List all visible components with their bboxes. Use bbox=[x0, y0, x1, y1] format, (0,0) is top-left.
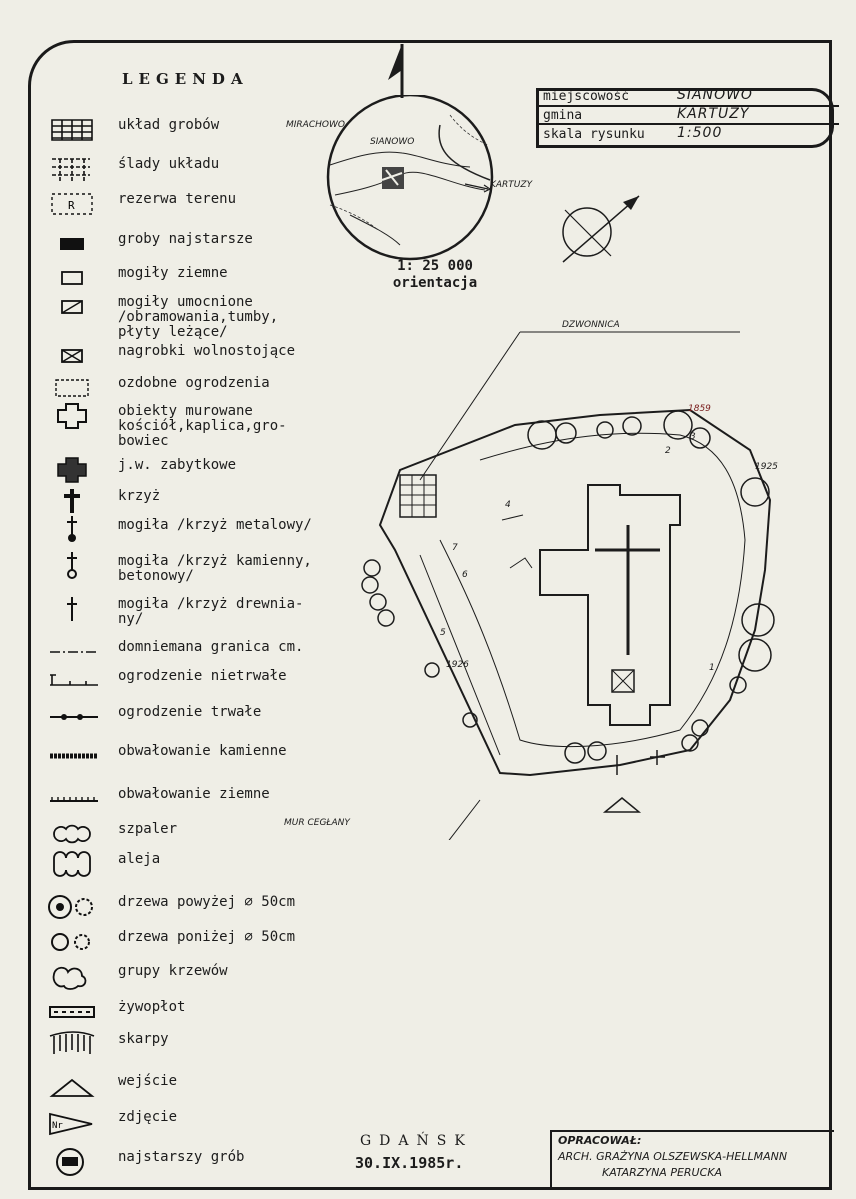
legend-item bbox=[40, 850, 370, 878]
footer-city: GDAŃSK bbox=[360, 1133, 473, 1149]
reserve-icon bbox=[46, 190, 98, 218]
freestanding-tomb-icon bbox=[46, 342, 98, 370]
legend-item bbox=[40, 402, 370, 449]
stone-cross-grave-icon bbox=[46, 552, 98, 580]
label-mirachowo: MIRACHOWO bbox=[286, 120, 345, 130]
legend-label: skarpy bbox=[118, 1031, 169, 1047]
legend-item bbox=[40, 552, 370, 584]
permanent-fence-icon bbox=[46, 703, 98, 731]
legend-label: wejście bbox=[118, 1073, 178, 1089]
espalier-icon bbox=[46, 820, 98, 848]
masonry-object-icon bbox=[46, 402, 98, 430]
legend-title: LEGENDA bbox=[122, 70, 249, 88]
legend-label: groby najstarsze bbox=[118, 231, 253, 247]
stone-embankment-icon bbox=[46, 742, 98, 770]
place-row bbox=[539, 89, 799, 107]
reinforced-grave-icon bbox=[46, 293, 98, 321]
legend-item bbox=[40, 962, 370, 990]
legend-label: układ grobów bbox=[118, 117, 220, 133]
legend-label: obiekty murowane kościół,kaplica,gro- bowiec bbox=[118, 403, 287, 449]
legend-item bbox=[40, 516, 370, 544]
label-year-1925: 1925 bbox=[755, 462, 778, 472]
legend-item bbox=[40, 1072, 370, 1100]
legend-item bbox=[40, 293, 370, 340]
alley-icon bbox=[46, 850, 98, 878]
label-year-1926: 1926 bbox=[446, 660, 469, 670]
label-kartuzy: KARTUZY bbox=[490, 180, 533, 190]
legend-item bbox=[40, 742, 370, 770]
photo-3: 3 bbox=[690, 432, 696, 442]
legend-item bbox=[40, 703, 370, 731]
label-wall: MUR CEGŁANY bbox=[284, 818, 350, 828]
legend-label: rezerwa terenu bbox=[118, 191, 237, 207]
grid-icon bbox=[46, 116, 98, 144]
hedge-icon bbox=[46, 998, 98, 1026]
legend-label: mogiła /krzyż kamienny, betonowy/ bbox=[118, 553, 312, 584]
photo-7: 7 bbox=[452, 543, 458, 553]
photo-2: 2 bbox=[665, 446, 671, 456]
place-label: miejscowość bbox=[543, 89, 630, 104]
shrubs-icon bbox=[46, 962, 98, 990]
legend-label: mogiła /krzyż drewnia- ny/ bbox=[118, 596, 304, 627]
legend-label: obwałowanie ziemne bbox=[118, 786, 270, 802]
legend-label: domniemana granica cm. bbox=[118, 639, 304, 655]
earth-grave-icon bbox=[46, 264, 98, 292]
legend-item bbox=[40, 264, 370, 292]
credits-box bbox=[550, 1130, 834, 1190]
legend-item bbox=[40, 667, 370, 695]
locator-caption bbox=[385, 258, 485, 292]
cemetery-plan bbox=[360, 310, 830, 840]
legend-item bbox=[40, 638, 370, 666]
legend-label: drzewa powyżej ∅ 50cm bbox=[118, 894, 296, 910]
legend-label: drzewa poniżej ∅ 50cm bbox=[118, 929, 296, 945]
fence-ornament-icon bbox=[46, 374, 98, 402]
prepared-label: OPRACOWAŁ: bbox=[558, 1134, 642, 1147]
legend-label: żywopłot bbox=[118, 999, 186, 1015]
photo-4: 4 bbox=[505, 500, 511, 510]
compass-icon bbox=[555, 190, 645, 270]
commune-value: KARTUZY bbox=[677, 106, 750, 122]
legend-label: mogiła /krzyż metalowy/ bbox=[118, 517, 312, 533]
monument-object-icon bbox=[46, 456, 98, 484]
legend-item bbox=[40, 1108, 370, 1136]
legend-label: ślady układu bbox=[118, 156, 220, 172]
author-1: ARCH. GRAŻYNA OLSZEWSKA-HELLMANN bbox=[558, 1150, 788, 1163]
legend-item bbox=[40, 456, 370, 484]
locator-orientation: orientacja bbox=[392, 275, 478, 291]
commune-label: gmina bbox=[543, 108, 583, 123]
scale-label: skala rysunku bbox=[543, 127, 645, 142]
oldest-graves-icon bbox=[46, 230, 98, 258]
small-tree-icon bbox=[46, 928, 98, 956]
label-year-1859: 1859 bbox=[688, 404, 711, 414]
oldest-grave-icon bbox=[46, 1148, 98, 1176]
label-belfry: DZWONNICA bbox=[562, 320, 620, 330]
footer-date: 30.IX.1985r. bbox=[355, 1154, 464, 1172]
legend-label: aleja bbox=[118, 851, 161, 867]
large-tree-icon bbox=[46, 893, 98, 921]
legend-label: ozdobne ogrodzenia bbox=[118, 375, 270, 391]
cross-icon bbox=[46, 487, 98, 515]
svg-text:Nr: Nr bbox=[52, 1121, 63, 1131]
legend-label: grupy krzewów bbox=[118, 963, 228, 979]
place-value: SIANOWO bbox=[677, 87, 753, 103]
legend-item bbox=[40, 374, 370, 402]
legend-label: szpaler bbox=[118, 821, 178, 837]
scale-value: 1:500 bbox=[677, 125, 723, 141]
legend-label: krzyż bbox=[118, 488, 161, 504]
locator-scale: 1: 25 000 bbox=[397, 258, 473, 274]
boundary-icon bbox=[46, 638, 98, 666]
slope-icon bbox=[46, 1030, 98, 1058]
legend-label: mogiły umocnione /obramowania,tumby, płyty leżące/ bbox=[118, 294, 279, 340]
photo-1: 1 bbox=[709, 663, 715, 673]
legend-item bbox=[40, 928, 370, 956]
legend-item bbox=[40, 998, 370, 1026]
legend-label: najstarszy grób bbox=[118, 1149, 245, 1165]
info-box bbox=[536, 88, 834, 148]
legend-label: ogrodzenie trwałe bbox=[118, 704, 262, 720]
temporary-fence-icon bbox=[46, 667, 98, 695]
legend-item bbox=[40, 342, 370, 370]
label-sianowo: SIANOWO bbox=[370, 137, 415, 147]
legend-label: zdjęcie bbox=[118, 1109, 178, 1125]
scale-row bbox=[539, 127, 799, 145]
commune-row bbox=[539, 108, 799, 126]
legend-label: j.w. zabytkowe bbox=[118, 457, 237, 473]
legend-label: nagrobki wolnostojące bbox=[118, 343, 296, 359]
legend-item bbox=[40, 1148, 370, 1176]
author-2: KATARZYNA PERUCKA bbox=[602, 1166, 723, 1179]
legend-item bbox=[40, 1030, 370, 1058]
legend-label: ogrodzenie nietrwałe bbox=[118, 668, 287, 684]
wooden-cross-grave-icon bbox=[46, 595, 98, 623]
legend-label: mogiły ziemne bbox=[118, 265, 228, 281]
photo-5: 5 bbox=[440, 628, 446, 638]
photo-6: 6 bbox=[462, 570, 468, 580]
photo-icon bbox=[46, 1108, 98, 1136]
legend-item bbox=[40, 893, 370, 921]
grid-trace-icon bbox=[46, 155, 98, 183]
svg-text:R: R bbox=[68, 199, 75, 212]
earth-embankment-icon bbox=[46, 785, 98, 813]
north-arrow-icon bbox=[380, 40, 420, 100]
legend-item bbox=[40, 595, 370, 627]
legend-item bbox=[40, 785, 370, 813]
legend-label: obwałowanie kamienne bbox=[118, 743, 287, 759]
legend-item bbox=[40, 487, 370, 515]
metal-cross-grave-icon bbox=[46, 516, 98, 544]
entrance-icon bbox=[46, 1072, 98, 1100]
